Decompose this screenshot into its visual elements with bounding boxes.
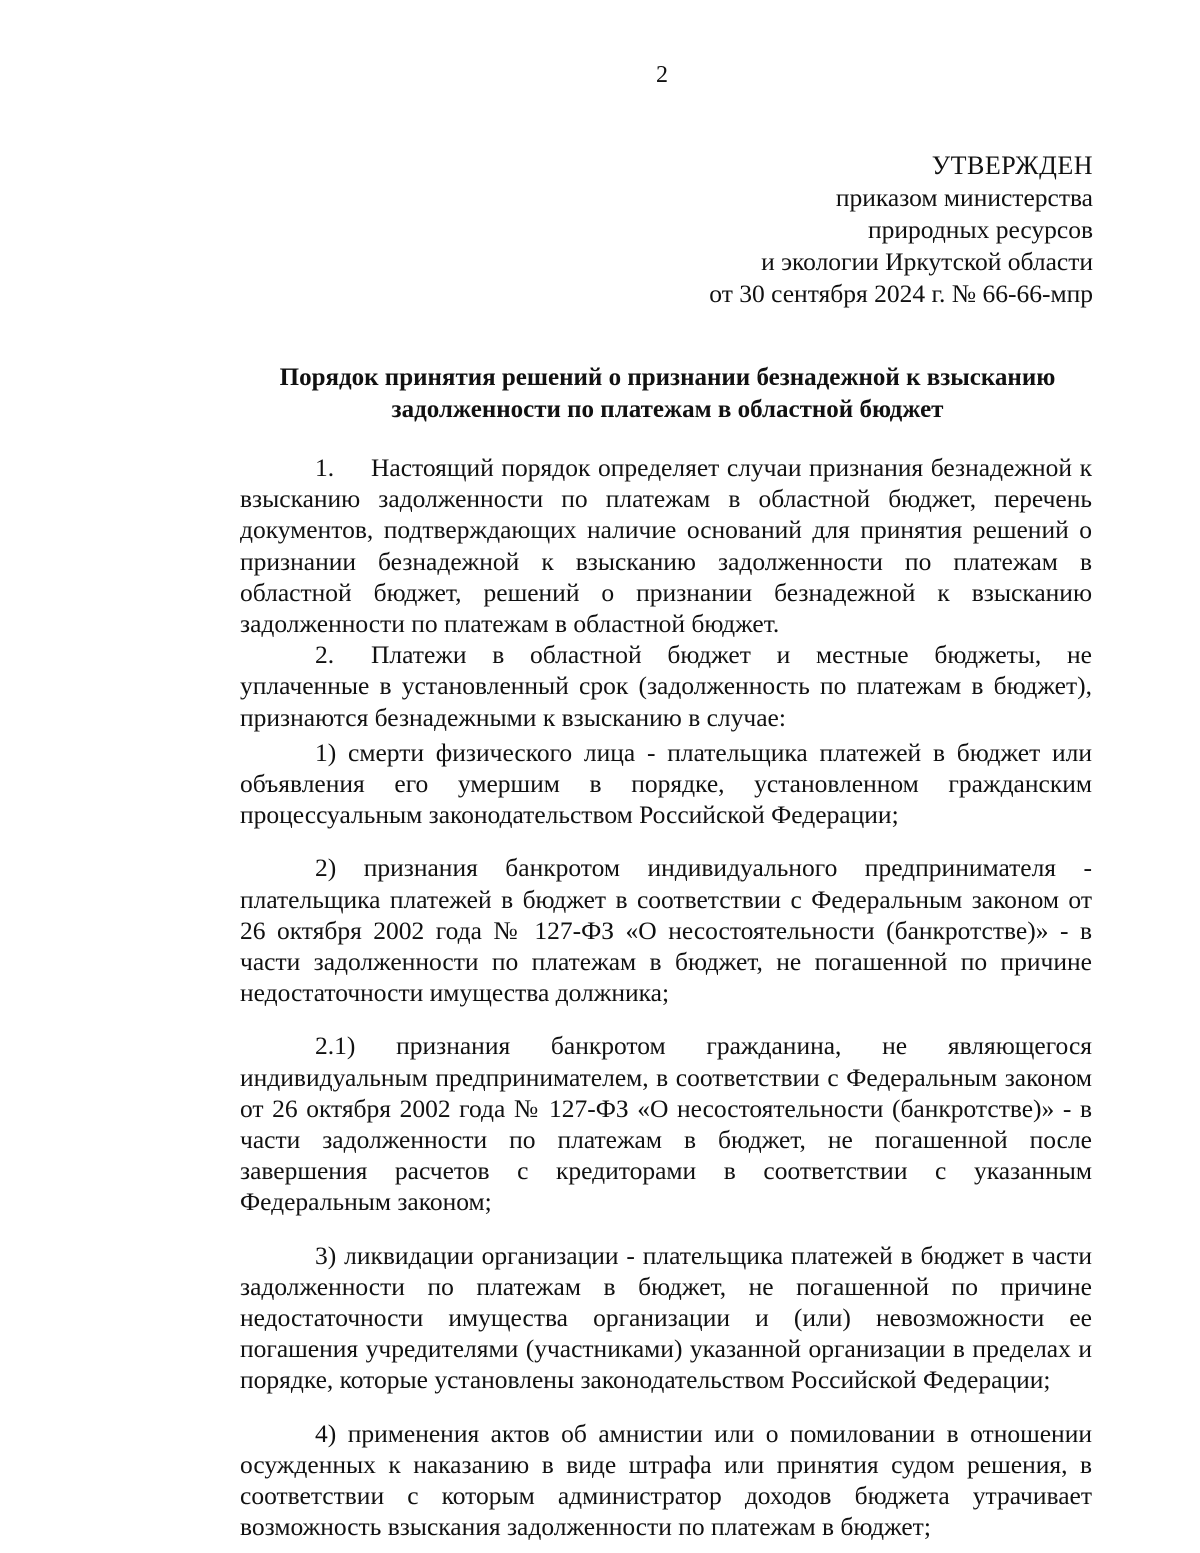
approval-block <box>593 150 1093 310</box>
list-item-text: 2) признания банкротом индивидуального предпринимателя - плательщика платежей в бюджет в соответствии с Федеральным законом от 26 октября 2002 года № 127-ФЗ «О несостоятельности (банкротстве)» - в части задолженности по платежам в бюджет, не погашенной по причине недостаточности имущества должника; <box>240 853 1092 1008</box>
list-item <box>240 852 1092 1008</box>
page-number: 2 <box>656 62 668 88</box>
list-item-text: 2.1) признания банкротом гражданина, не являющегося индивидуальным предпринимателем, в соответствии с Федеральным законом от 26 октября 2002 года № 127-ФЗ «О несостоятельности (банкротстве)» - в части задолженности по платежам в бюджет, не погашенной после завершения расчетов с кредиторами в соответствии с указанным Федеральным законом; <box>240 1031 1092 1217</box>
document-title-line: задолженности по платежам в областной бюджет <box>391 396 944 423</box>
list-item <box>240 1418 1092 1543</box>
paragraph <box>240 639 1092 733</box>
list-item-text: 4) применения актов об амнистии или о помиловании в отношении осужденных к наказанию в виде штрафа или принятия судом решения, в соответствии с которым администратор доходов бюджета утрачивает возможность взыскания задолженности по платежам в бюджет; <box>240 1418 1092 1542</box>
approval-line: приказом министерства <box>835 183 1093 212</box>
list-item <box>240 1240 1092 1396</box>
paragraph-text: Платежи в областной бюджет и местные бюджеты, не уплаченные в установленный срок (задолженность по платежам в бюджет), признаются безнадежными к взысканию в случае: <box>240 640 1092 732</box>
paragraph-number: 2. <box>315 640 335 670</box>
document-title-line: Порядок принятия решений о признании безнадежной к взысканию <box>279 364 1056 391</box>
approval-stamp: УТВЕРЖДЕН <box>931 151 1093 180</box>
paragraph <box>240 452 1092 639</box>
paragraph-number: 1. <box>315 453 335 482</box>
approval-line: и экологии Иркутской области <box>761 247 1093 276</box>
document-title <box>240 362 1095 426</box>
list-item-text: 1) смерти физического лица - плательщика платежей в бюджет или объявления его умершим в порядке, установленном гражданским процессуальным законодательством Российской Федерации; <box>240 737 1092 830</box>
list-item-text: 3) ликвидации организации - плательщика платежей в бюджет в части задолженности по платежам в бюджет, не погашенной по причине недостаточности имущества организации и (или) невозможности ее погашения учредителями (участниками) указанной организации в пределах и порядке, которые установлены законодательством Российской Федерации; <box>240 1240 1092 1395</box>
approval-line: природных ресурсов <box>868 215 1093 244</box>
list-item <box>240 737 1092 831</box>
list-item <box>240 1030 1092 1217</box>
approval-line: от 30 сентября 2024 г. № 66-66-мпр <box>709 279 1093 308</box>
paragraph-text: Настоящий порядок определяет случаи признания безнадежной к взысканию задолженности по платежам в областной бюджет, перечень документов, подтверждающих наличие оснований для принятия решений о признании безнадежной к взысканию задолженности по платежам в областной бюджет, решений о признании безнадежной к взысканию задолженности по платежам в областной бюджет. <box>240 453 1092 639</box>
document-body <box>240 452 1092 1543</box>
